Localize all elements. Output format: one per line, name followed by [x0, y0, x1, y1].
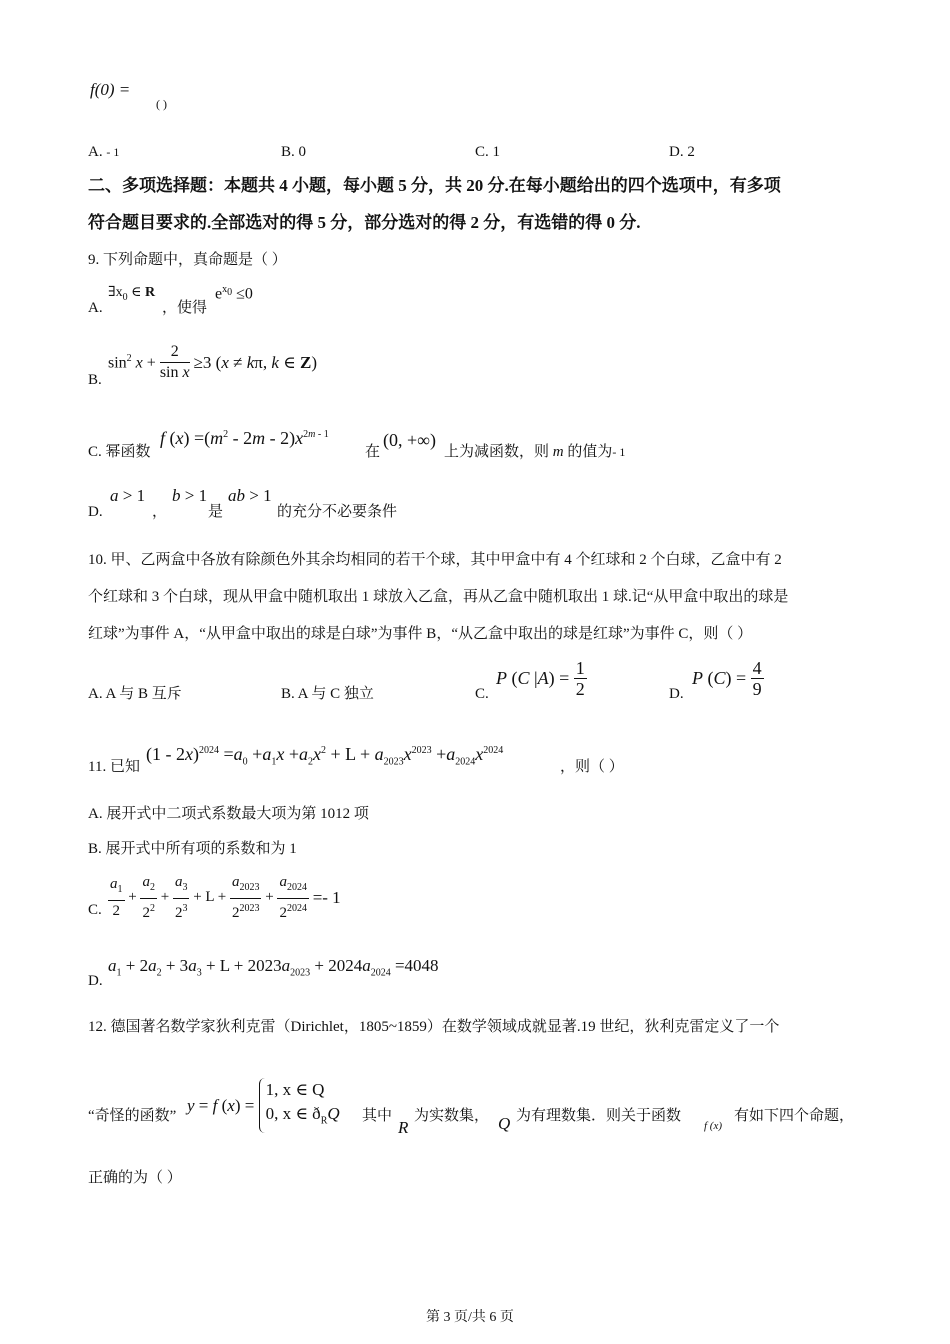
q9-option-d-mid: 是 — [208, 504, 224, 520]
q12-line1: 12. 德国著名数学家狄利克雷（Dirichlet，1805~1859）在数学领域成就显著.19 世纪，狄利克雷定义了一个 — [88, 1019, 780, 1035]
q9-stem: 9. 下列命题中，真命题是（ ） — [88, 252, 287, 268]
q10-option-d-math: P (C) = $\frac{4}{9}$ — [692, 658, 762, 699]
section-heading-line1: 二、多项选择题：本题共 4 小题，每小题 5 分，共 20 分.在每小题给出的四个选项中，有多项 — [88, 176, 781, 195]
q11-option-c-math: $\frac{a_1}{2}$ + $\frac{a_2}{2^2}$ + $\frac{a_3}{2^3}$ + L + $\frac{a_{2023}}{2^{2023}}$ + $\frac{a_{2024}}{2^{2024}}$ =- 1 — [110, 874, 341, 921]
q9-option-a-math2: $e^{x_0} \le 0$ — [215, 284, 253, 303]
q9-option-c-interval: (0, +∞) — [383, 430, 436, 450]
q9-option-d-b: b > 1 — [172, 486, 208, 505]
q12-mid2: 为实数集， — [414, 1108, 490, 1124]
q10-line3: 红球”为事件 A，“从甲盒中取出的球是白球”为事件 B，“从乙盒中取出的球是红球”为事件 C，则（ ） — [88, 626, 753, 642]
q9-option-a-label: A. — [88, 300, 103, 316]
q9-option-d-ab: ab > 1 — [228, 486, 272, 505]
q11-expansion: $(1 - 2x)^{2024} =a_0 +a_1x +a_2x^2 + L + a_{2023}x^{2023} +a_{2024}x^{2024}$ — [146, 744, 504, 768]
q10-option-c-label: C. — [475, 686, 489, 702]
q10-line2: 个红球和 3 个白球，现从甲盒中随机取出 1 球放入乙盒，再从乙盒中随机取出 1 球.记“从甲盒中取出的球是 — [88, 589, 789, 605]
q12-r-symbol: R — [398, 1118, 409, 1137]
q12-lead: “奇怪的函数” — [88, 1108, 177, 1124]
q11-option-b: B. 展开式中所有项的系数和为 1 — [88, 841, 297, 857]
q11-option-d-label: D. — [88, 973, 103, 989]
q9-option-d-tail: 的充分不必要条件 — [277, 504, 398, 520]
q9-option-a-text: ，使得 — [162, 300, 208, 316]
q12-line3: 正确的为（ ） — [88, 1170, 182, 1186]
q9-option-c-tail: 上为减函数，则 m 的值为- 1 — [444, 444, 626, 460]
q10-option-d-label: D. — [669, 686, 684, 702]
section-heading-line2: 符合题目要求的.全部选对的得 5 分，部分选对的得 2 分，有选错的得 0 分. — [88, 213, 641, 232]
q9-option-b-math: $\sin^2 x$ + $\frac{2}{\text{sin x}}$ ≥3 (x ≠ kπ, k ∈ Z) — [108, 343, 318, 381]
q9-option-b-label: B. — [88, 372, 102, 388]
q11-tail: ，则（ ） — [560, 759, 624, 775]
q12-mid4: 有如下四个命题， — [734, 1108, 855, 1124]
q9-option-d-sep: ， — [152, 504, 168, 520]
option-b: B. 0 — [281, 144, 307, 160]
q10-option-c-math: P (C |A) = $\frac{1}{2}$ — [496, 658, 585, 699]
option-a: A. - 1 — [88, 144, 120, 160]
q9-option-a-math1: $\exists x_0$ ∈ R — [108, 285, 156, 303]
q11-option-d-math: $a_1 + 2a_2 + 3a_3 + L + 2023a_{2023} + 2024a_{2024} =4048$ — [108, 956, 439, 979]
answer-paren: ( ) — [156, 97, 167, 111]
option-c: C. 1 — [475, 144, 501, 160]
q10-line1: 10. 甲、乙两盒中各放有除颜色外其余均相同的若干个球，其中甲盒中有 4 个红球和 2 个白球，乙盒中有 2 — [88, 552, 782, 568]
q11-option-a: A. 展开式中二项式系数最大项为第 1012 项 — [88, 806, 369, 822]
q12-q-symbol: Q — [498, 1114, 511, 1133]
q9-option-d-a: a > 1 — [110, 486, 146, 505]
q10-option-a: A. A 与 B 互斥 — [88, 686, 182, 702]
q11-option-c-label: C. — [88, 902, 102, 918]
q9-option-c-func: f $(x) =(m^2 - 2m - 2)x^{2m - 1}$ — [160, 428, 329, 448]
page-footer: 第 3 页/共 6 页 — [426, 1310, 514, 1325]
q9-option-c-label: C. 幂函数 — [88, 444, 151, 460]
q10-option-b: B. A 与 C 独立 — [281, 686, 374, 702]
q12-fx: f (x) — [704, 1120, 723, 1132]
q11-lead: 11. 已知 — [88, 759, 140, 775]
f0-expression: f(0) = — [90, 80, 131, 99]
q9-option-d-label: D. — [88, 504, 103, 520]
q9-option-c-mid: 在 — [365, 444, 381, 460]
q12-mid1: 其中 — [362, 1108, 393, 1124]
q12-dirichlet-function: y = f (x) = 1, x ∈ Q 0, x ∈ $ð_RQ$ — [187, 1078, 340, 1133]
option-d: D. 2 — [669, 144, 695, 160]
q12-mid3: 为有理数集．则关于函数 — [516, 1108, 682, 1124]
